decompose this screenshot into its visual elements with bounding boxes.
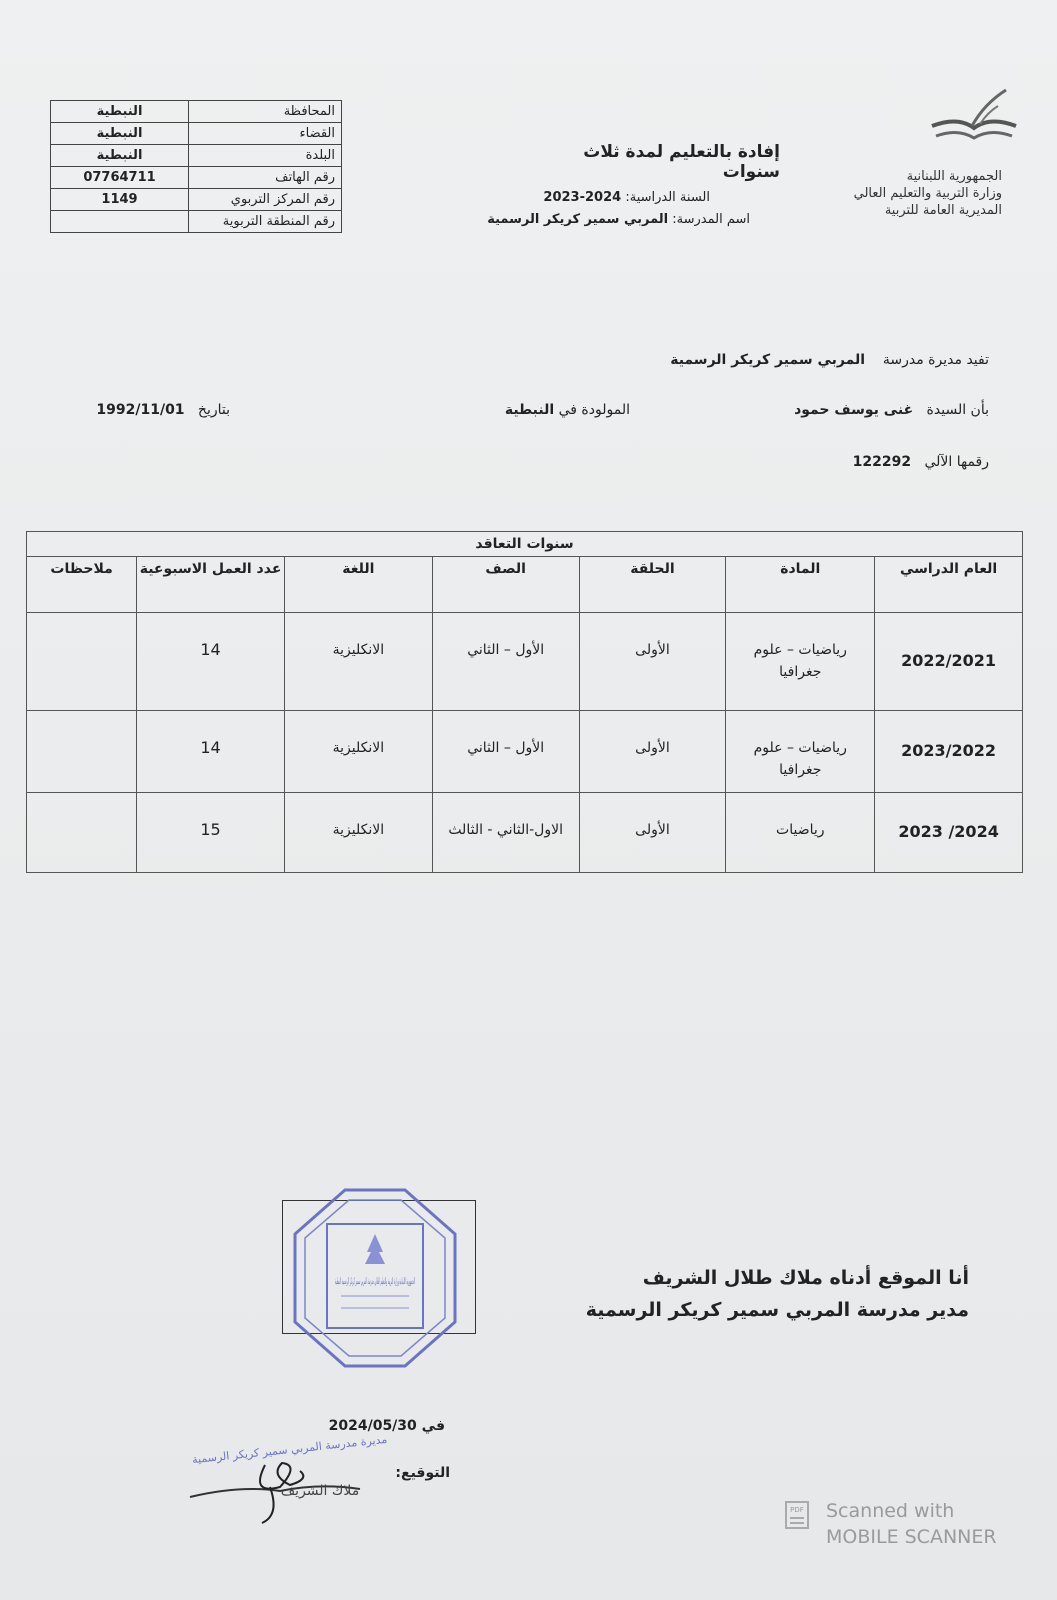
document-title: إفادة بالتعليم لمدة ثلاث سنوات xyxy=(583,142,780,182)
body-line-3: رقمها الآلي 122292 xyxy=(852,454,989,470)
handwritten-signature-icon xyxy=(170,1425,420,1535)
column-header: الصف xyxy=(432,557,579,613)
academic-year xyxy=(470,190,710,205)
cell-lang: الانكليزية xyxy=(284,613,432,711)
watermark-line-2: MOBILE SCANNER xyxy=(826,1526,997,1548)
info-label: رقم الهاتف xyxy=(189,167,342,189)
signatory-line-2: مدير مدرسة المربي سمير كريكر الرسمية xyxy=(585,1299,969,1321)
cell-year: 2023/2022 xyxy=(875,711,1023,793)
info-row xyxy=(51,123,342,145)
info-row xyxy=(51,211,342,233)
column-header: عدد العمل الاسبوعية xyxy=(137,557,285,613)
info-row xyxy=(51,145,342,167)
cell-year: 2024/ 2023 xyxy=(875,793,1023,873)
ministry-header xyxy=(772,168,1002,219)
cell-subject: رياضيات – علوم جغرافيا xyxy=(726,711,875,793)
column-header: المادة xyxy=(726,557,875,613)
cell-hours: 14 xyxy=(137,613,285,711)
cell-grade: الأول – الثاني xyxy=(432,613,579,711)
info-value: 07764711 xyxy=(51,167,189,189)
ministry-line: الجمهورية اللبنانية xyxy=(906,169,1002,184)
cell-lang: الانكليزية xyxy=(284,711,432,793)
info-label: رقم المنطقة التربوية xyxy=(189,211,342,233)
cell-cycle: الأولى xyxy=(579,711,726,793)
column-header: ملاحظات xyxy=(27,557,137,613)
ministry-logo-icon xyxy=(928,86,1020,148)
cell-subject: رياضيات xyxy=(726,793,875,873)
info-value xyxy=(51,211,189,233)
signatory-line-1: أنا الموقع أدناه ملاك طلال الشريف xyxy=(642,1267,969,1289)
school-name xyxy=(470,212,750,227)
table-row xyxy=(27,711,1023,793)
cell-notes xyxy=(27,711,137,793)
body-line-2-name: بأن السيدة غنى يوسف حمود xyxy=(794,402,989,418)
school-label: اسم المدرسة: xyxy=(672,212,750,227)
body-line-2-date: بتاريخ 1992/11/01 xyxy=(96,402,230,418)
info-value: النبطية xyxy=(51,101,189,123)
signature-date: في 2024/05/30 xyxy=(328,1418,445,1434)
cell-subject: رياضيات – علوم جغرافيا xyxy=(726,613,875,711)
column-header: العام الدراسي xyxy=(875,557,1023,613)
ministry-line: وزارة التربية والتعليم العالي xyxy=(853,186,1002,201)
table-row xyxy=(27,793,1023,873)
cell-grade: الأول – الثاني xyxy=(432,711,579,793)
cell-cycle: الأولى xyxy=(579,793,726,873)
info-row xyxy=(51,189,342,211)
school-value: المربي سمير كريكر الرسمية xyxy=(487,212,669,227)
svg-text:مديرة مدرسة المربي سمير كريكر: مديرة مدرسة المربي سمير كريكر الرسمية xyxy=(191,1432,388,1467)
year-label: السنة الدراسية: xyxy=(625,190,710,205)
body-line-1: تفيد مديرة مدرسة المربي سمير كريكر الرسمية xyxy=(670,352,989,368)
stamp-text: الجمهورية اللبنانية وزارة التربية والتعليم العالي مدرسة المربي سمير كريكر الرسمية النبطية xyxy=(335,1277,415,1287)
watermark-line-1: Scanned with xyxy=(826,1500,955,1522)
info-value: النبطية xyxy=(51,145,189,167)
info-label: القضاء xyxy=(189,123,342,145)
cell-notes xyxy=(27,793,137,873)
cell-year: 2022/2021 xyxy=(875,613,1023,711)
column-header: اللغة xyxy=(284,557,432,613)
cell-lang: الانكليزية xyxy=(284,793,432,873)
cell-notes xyxy=(27,613,137,711)
contract-years-table xyxy=(26,531,1023,873)
info-value: 1149 xyxy=(51,189,189,211)
info-row xyxy=(51,167,342,189)
cell-hours: 15 xyxy=(137,793,285,873)
school-info-table xyxy=(50,100,342,233)
cell-cycle: الأولى xyxy=(579,613,726,711)
year-value: 2024-2023 xyxy=(543,190,622,205)
info-row xyxy=(51,101,342,123)
info-label: المحافظة xyxy=(189,101,342,123)
body-line-2-born: المولودة في النبطية xyxy=(504,402,630,418)
svg-text:ملاك الشريف: ملاك الشريف xyxy=(280,1483,360,1499)
scanner-watermark xyxy=(826,1498,997,1550)
signature-label: التوقيع: xyxy=(395,1465,450,1481)
info-value: النبطية xyxy=(51,123,189,145)
table-row xyxy=(27,613,1023,711)
column-header: الحلقة xyxy=(579,557,726,613)
svg-text:PDF: PDF xyxy=(790,1506,804,1514)
table-caption: سنوات التعاقد xyxy=(27,532,1023,557)
school-stamp-icon xyxy=(285,1186,465,1370)
cell-hours: 14 xyxy=(137,711,285,793)
ministry-line: المديرية العامة للتربية xyxy=(884,203,1002,218)
signatory xyxy=(509,1262,969,1326)
cell-grade: الاول-الثاني - الثالث xyxy=(432,793,579,873)
info-label: رقم المركز التربوي xyxy=(189,189,342,211)
info-label: البلدة xyxy=(189,145,342,167)
pdf-icon xyxy=(784,1500,810,1530)
